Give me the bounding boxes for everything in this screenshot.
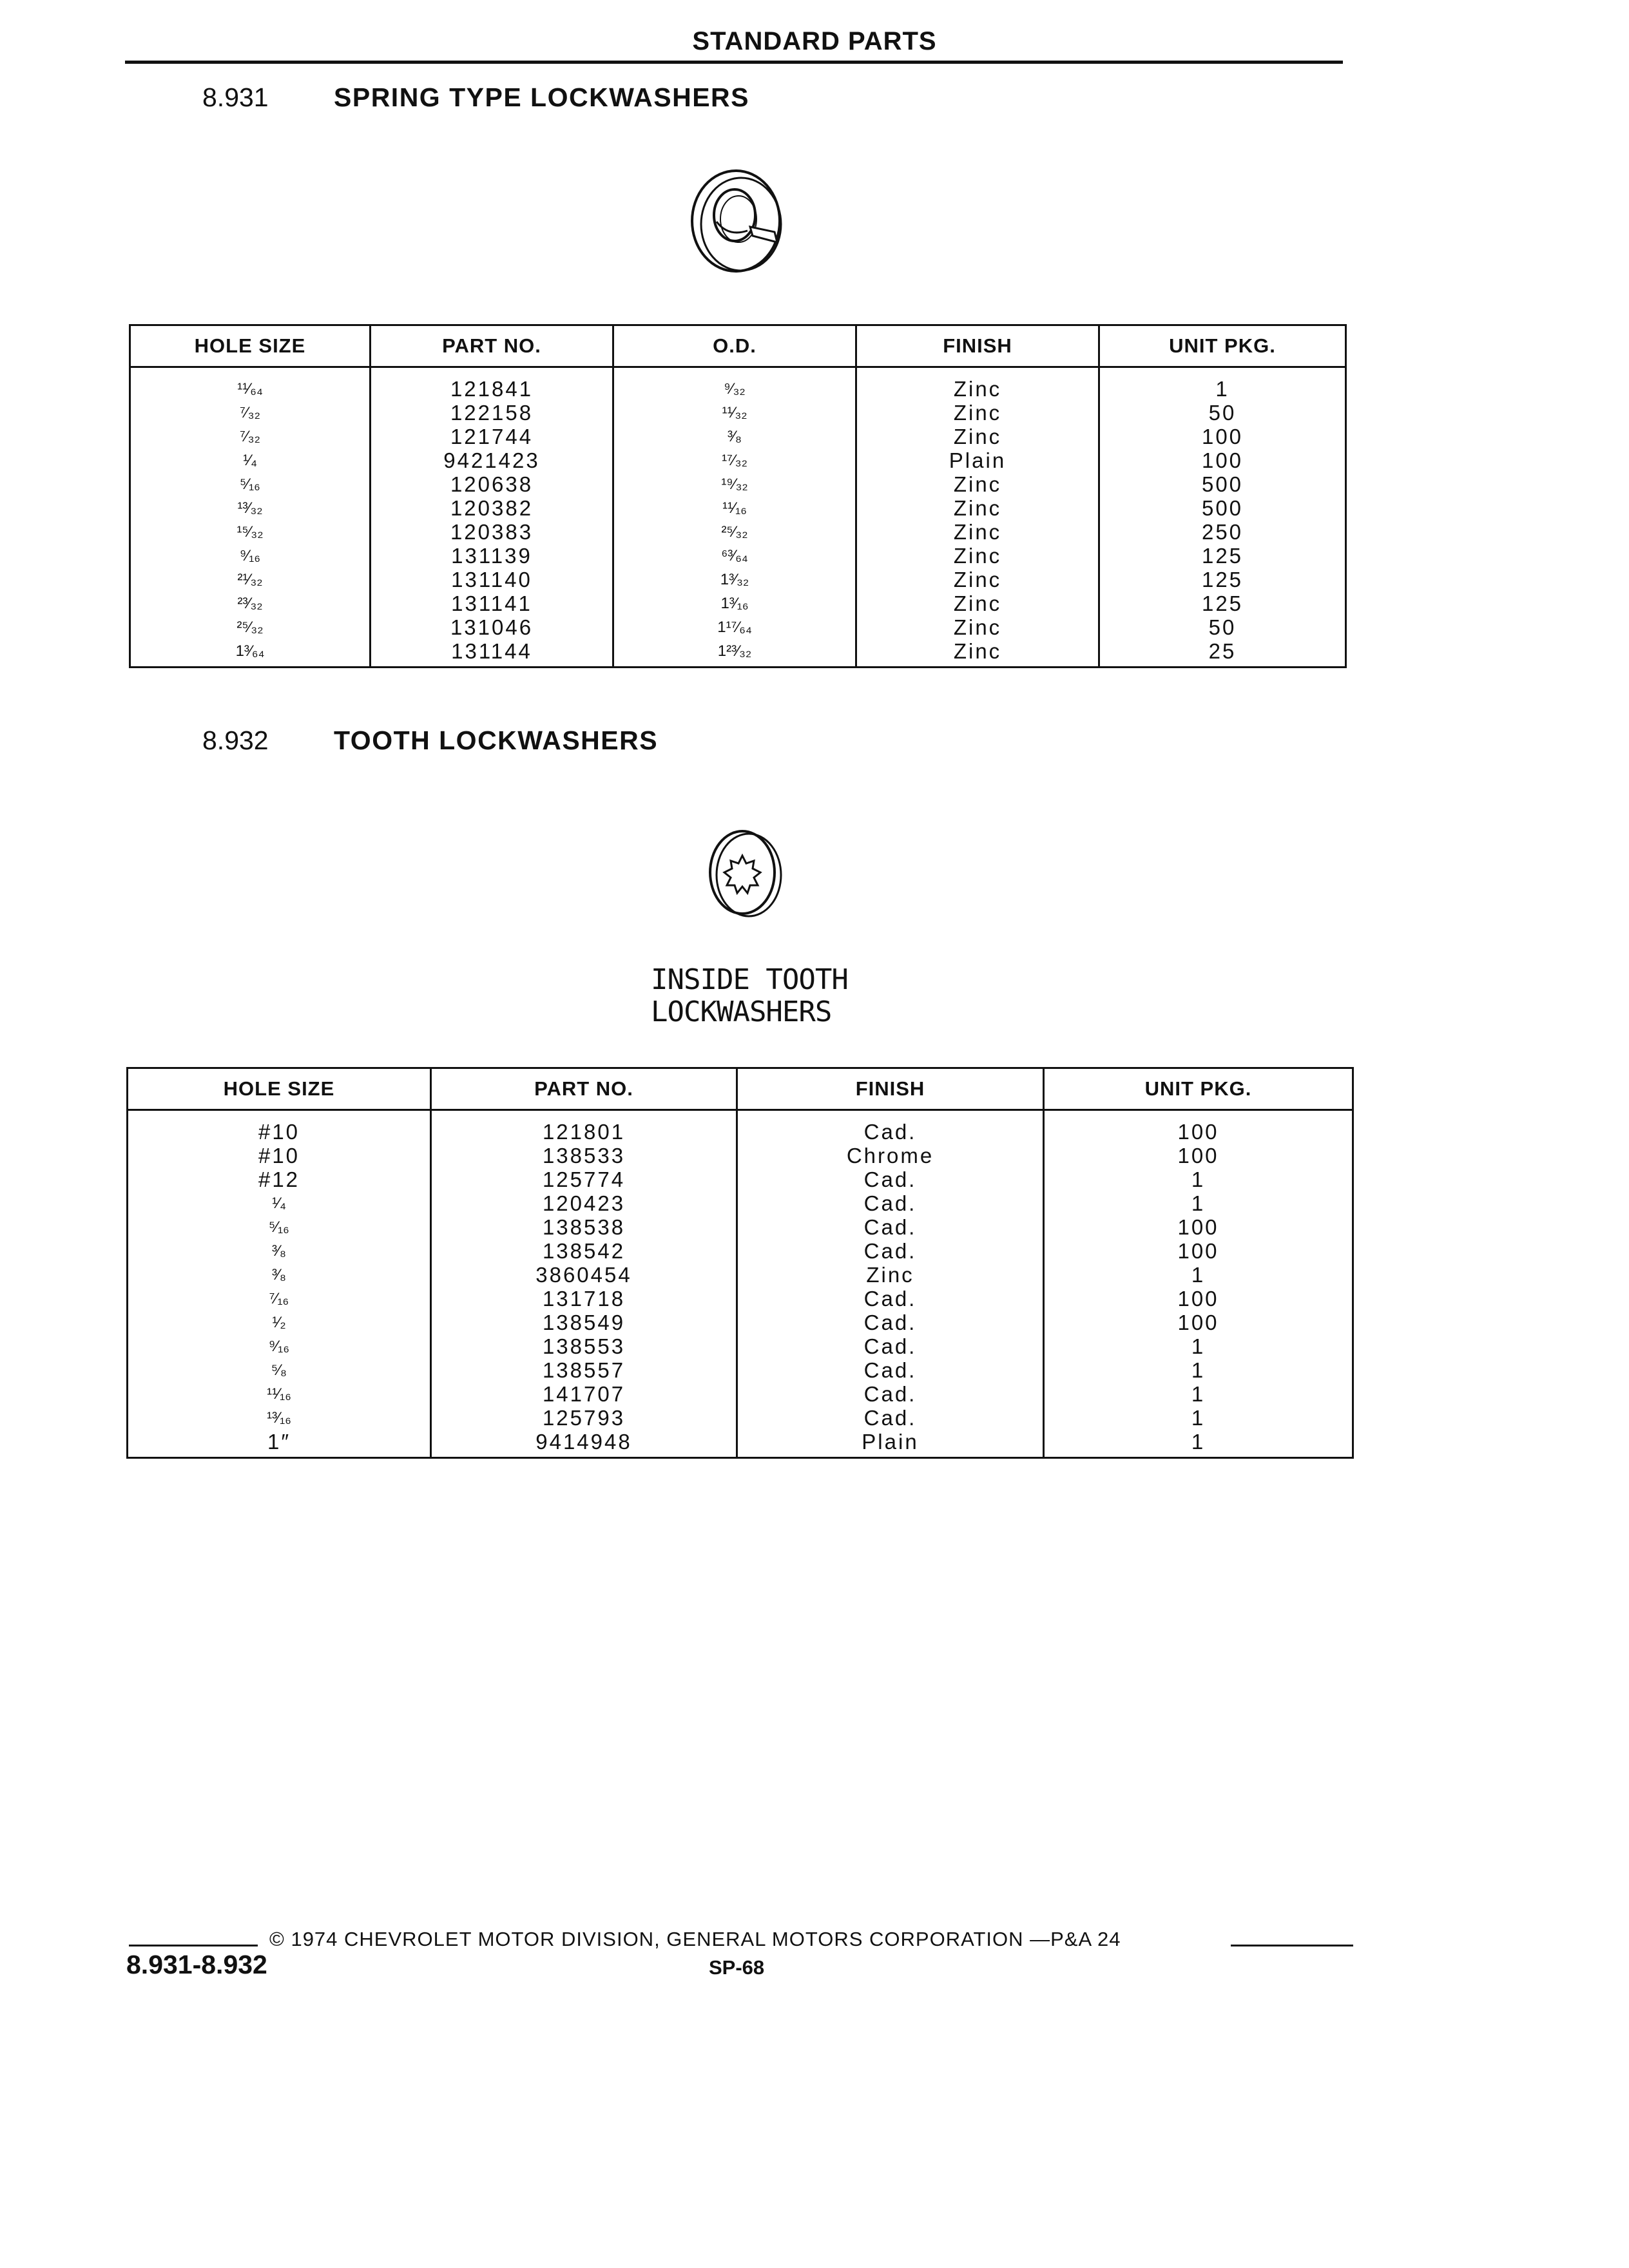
table-row: [128, 1358, 1353, 1382]
part-no-cell: 3860454: [431, 1263, 737, 1287]
finish-cell: Cad.: [737, 1311, 1044, 1334]
hole-size-cell: #12: [128, 1168, 431, 1191]
hole-size-cell: #10: [128, 1144, 431, 1168]
table-row: [130, 496, 1346, 520]
table-row: [128, 1191, 1353, 1215]
part-no-cell: 120638: [371, 472, 613, 496]
part-no-cell: 9421423: [371, 448, 613, 472]
table-row: [128, 1239, 1353, 1263]
part-no-cell: 138542: [431, 1239, 737, 1263]
table-row: [130, 639, 1346, 668]
hole-size-cell: ¹⁄₄: [128, 1191, 431, 1215]
unit-pkg-cell: 25: [1099, 639, 1346, 668]
part-no-cell: 121841: [371, 377, 613, 401]
finish-cell: Cad.: [737, 1382, 1044, 1406]
unit-pkg-cell: 1: [1044, 1406, 1353, 1430]
unit-pkg-cell: 1: [1044, 1168, 1353, 1191]
column-header-hole-size: HOLE SIZE: [128, 1068, 431, 1110]
part-no-cell: 120423: [431, 1191, 737, 1215]
od-cell: ³⁄₈: [613, 425, 856, 448]
hole-size-cell: ⁷⁄₃₂: [130, 401, 371, 425]
table-row: [128, 1311, 1353, 1334]
part-no-cell: 138538: [431, 1215, 737, 1239]
table-row: [130, 591, 1346, 615]
part-no-cell: 131141: [371, 591, 613, 615]
hole-size-cell: ⁵⁄₈: [128, 1358, 431, 1382]
od-cell: ²⁵⁄₃₂: [613, 520, 856, 544]
part-no-cell: 141707: [431, 1382, 737, 1406]
unit-pkg-cell: 100: [1044, 1120, 1353, 1144]
finish-cell: Cad.: [737, 1239, 1044, 1263]
finish-cell: Zinc: [856, 401, 1099, 425]
table-row: [128, 1215, 1353, 1239]
page-header-title: STANDARD PARTS: [692, 27, 937, 55]
finish-cell: Cad.: [737, 1358, 1044, 1382]
table-row: [128, 1430, 1353, 1458]
od-cell: ¹⁹⁄₃₂: [613, 472, 856, 496]
part-no-cell: 131718: [431, 1287, 737, 1311]
finish-cell: Zinc: [856, 568, 1099, 591]
column-header-hole-size: HOLE SIZE: [130, 325, 371, 367]
finish-cell: Cad.: [737, 1215, 1044, 1239]
unit-pkg-cell: 1: [1044, 1334, 1353, 1358]
unit-pkg-cell: 100: [1044, 1287, 1353, 1311]
hole-size-cell: ¹¹⁄₁₆: [128, 1382, 431, 1406]
tooth-lockwasher-table: [126, 1067, 1354, 1459]
od-cell: 1³⁄₃₂: [613, 568, 856, 591]
part-no-cell: 138533: [431, 1144, 737, 1168]
column-header-part-no: PART NO.: [431, 1068, 737, 1110]
hole-size-cell: ⁹⁄₁₆: [128, 1334, 431, 1358]
part-no-cell: 121801: [431, 1120, 737, 1144]
finish-cell: Zinc: [856, 496, 1099, 520]
unit-pkg-cell: 500: [1099, 496, 1346, 520]
header-rule: [125, 61, 1343, 64]
hole-size-cell: ⁵⁄₁₆: [128, 1215, 431, 1239]
page-code: SP-68: [709, 1956, 765, 1979]
section2-number: 8.932: [202, 726, 269, 755]
table-row: [130, 425, 1346, 448]
finish-cell: Zinc: [856, 377, 1099, 401]
unit-pkg-cell: 1: [1099, 377, 1346, 401]
hole-size-cell: ⁷⁄₃₂: [130, 425, 371, 448]
hole-size-cell: ¹⁵⁄₃₂: [130, 520, 371, 544]
table-row: [128, 1382, 1353, 1406]
unit-pkg-cell: 500: [1099, 472, 1346, 496]
hole-size-cell: 1″: [128, 1430, 431, 1458]
section1-title: SPRING TYPE LOCKWASHERS: [334, 82, 750, 112]
column-header-part-no: PART NO.: [371, 325, 613, 367]
finish-cell: Zinc: [737, 1263, 1044, 1287]
internal-tooth-lockwasher-icon: [702, 821, 793, 924]
column-header-finish: FINISH: [737, 1068, 1044, 1110]
od-cell: 1²³⁄₃₂: [613, 639, 856, 668]
table-row: [128, 1406, 1353, 1430]
part-no-cell: 121744: [371, 425, 613, 448]
footer-rule-right: [1231, 1945, 1353, 1946]
part-no-cell: 122158: [371, 401, 613, 425]
od-cell: ⁶³⁄₆₄: [613, 544, 856, 568]
part-no-cell: 138549: [431, 1311, 737, 1334]
part-no-cell: 125793: [431, 1406, 737, 1430]
unit-pkg-cell: 125: [1099, 568, 1346, 591]
section2-title: TOOTH LOCKWASHERS: [334, 726, 659, 755]
table-row: [130, 568, 1346, 591]
finish-cell: Cad.: [737, 1168, 1044, 1191]
column-header-finish: FINISH: [856, 325, 1099, 367]
part-no-cell: 120383: [371, 520, 613, 544]
table-row: [130, 615, 1346, 639]
unit-pkg-cell: 1: [1044, 1358, 1353, 1382]
table-header-row: [128, 1068, 1353, 1110]
column-header-od: O.D.: [613, 325, 856, 367]
od-cell: ⁹⁄₃₂: [613, 377, 856, 401]
illustration-caption-line2: LOCKWASHERS: [651, 995, 832, 1028]
finish-cell: Zinc: [856, 544, 1099, 568]
unit-pkg-cell: 50: [1099, 615, 1346, 639]
hole-size-cell: ⁷⁄₁₆: [128, 1287, 431, 1311]
hole-size-cell: ²³⁄₃₂: [130, 591, 371, 615]
part-no-cell: 138557: [431, 1358, 737, 1382]
unit-pkg-cell: 100: [1044, 1239, 1353, 1263]
finish-cell: Cad.: [737, 1120, 1044, 1144]
part-no-cell: 131046: [371, 615, 613, 639]
hole-size-cell: ¹³⁄₁₆: [128, 1406, 431, 1430]
hole-size-cell: #10: [128, 1120, 431, 1144]
unit-pkg-cell: 100: [1044, 1144, 1353, 1168]
hole-size-cell: ¹⁄₄: [130, 448, 371, 472]
column-header-unit-pkg: UNIT PKG.: [1044, 1068, 1353, 1110]
od-cell: 1³⁄₁₆: [613, 591, 856, 615]
hole-size-cell: 1³⁄₆₄: [130, 639, 371, 668]
copyright-line: © 1974 CHEVROLET MOTOR DIVISION, GENERAL MOTORS CORPORATION —P&A 24: [269, 1928, 1121, 1950]
od-cell: ¹¹⁄₁₆: [613, 496, 856, 520]
table-row: [130, 448, 1346, 472]
spring-lockwasher-table: [129, 324, 1347, 668]
finish-cell: Zinc: [856, 520, 1099, 544]
table-row: [128, 1334, 1353, 1358]
finish-cell: Plain: [737, 1430, 1044, 1458]
unit-pkg-cell: 100: [1044, 1311, 1353, 1334]
od-cell: ¹⁷⁄₃₂: [613, 448, 856, 472]
hole-size-cell: ¹³⁄₃₂: [130, 496, 371, 520]
finish-cell: Chrome: [737, 1144, 1044, 1168]
table-row: [130, 377, 1346, 401]
table-row: [128, 1263, 1353, 1287]
finish-cell: Cad.: [737, 1334, 1044, 1358]
section1-number: 8.931: [202, 82, 269, 112]
hole-size-cell: ²⁵⁄₃₂: [130, 615, 371, 639]
hole-size-cell: ⁵⁄₁₆: [130, 472, 371, 496]
od-cell: ¹¹⁄₃₂: [613, 401, 856, 425]
column-header-unit-pkg: UNIT PKG.: [1099, 325, 1346, 367]
hole-size-cell: ¹¹⁄₆₄: [130, 377, 371, 401]
unit-pkg-cell: 125: [1099, 544, 1346, 568]
unit-pkg-cell: 100: [1099, 448, 1346, 472]
table-row: [130, 401, 1346, 425]
hole-size-cell: ⁹⁄₁₆: [130, 544, 371, 568]
finish-cell: Cad.: [737, 1287, 1044, 1311]
footer-rule-left: [129, 1945, 258, 1946]
part-no-cell: 9414948: [431, 1430, 737, 1458]
hole-size-cell: ¹⁄₂: [128, 1311, 431, 1334]
unit-pkg-cell: 100: [1044, 1215, 1353, 1239]
hole-size-cell: ²¹⁄₃₂: [130, 568, 371, 591]
finish-cell: Zinc: [856, 615, 1099, 639]
unit-pkg-cell: 1: [1044, 1191, 1353, 1215]
finish-cell: Cad.: [737, 1191, 1044, 1215]
unit-pkg-cell: 250: [1099, 520, 1346, 544]
table-row: [128, 1144, 1353, 1168]
unit-pkg-cell: 1: [1044, 1430, 1353, 1458]
table-row: [128, 1287, 1353, 1311]
finish-cell: Zinc: [856, 639, 1099, 668]
finish-cell: Plain: [856, 448, 1099, 472]
table-row: [128, 1120, 1353, 1144]
hole-size-cell: ³⁄₈: [128, 1239, 431, 1263]
unit-pkg-cell: 125: [1099, 591, 1346, 615]
finish-cell: Zinc: [856, 591, 1099, 615]
table-row: [130, 472, 1346, 496]
part-no-cell: 125774: [431, 1168, 737, 1191]
finish-cell: Zinc: [856, 472, 1099, 496]
table-row: [128, 1168, 1353, 1191]
finish-cell: Zinc: [856, 425, 1099, 448]
unit-pkg-cell: 1: [1044, 1263, 1353, 1287]
part-no-cell: 131144: [371, 639, 613, 668]
unit-pkg-cell: 50: [1099, 401, 1346, 425]
part-no-cell: 120382: [371, 496, 613, 520]
od-cell: 1¹⁷⁄₆₄: [613, 615, 856, 639]
unit-pkg-cell: 100: [1099, 425, 1346, 448]
part-no-cell: 131139: [371, 544, 613, 568]
section-range: 8.931-8.932: [126, 1950, 267, 1979]
table-row: [130, 544, 1346, 568]
part-no-cell: 131140: [371, 568, 613, 591]
hole-size-cell: ³⁄₈: [128, 1263, 431, 1287]
table-header-row: [130, 325, 1346, 367]
finish-cell: Cad.: [737, 1406, 1044, 1430]
unit-pkg-cell: 1: [1044, 1382, 1353, 1406]
table-row: [130, 520, 1346, 544]
illustration-caption-line1: INSIDE TOOTH: [651, 963, 848, 996]
split-lockwasher-icon: [683, 160, 799, 282]
part-no-cell: 138553: [431, 1334, 737, 1358]
